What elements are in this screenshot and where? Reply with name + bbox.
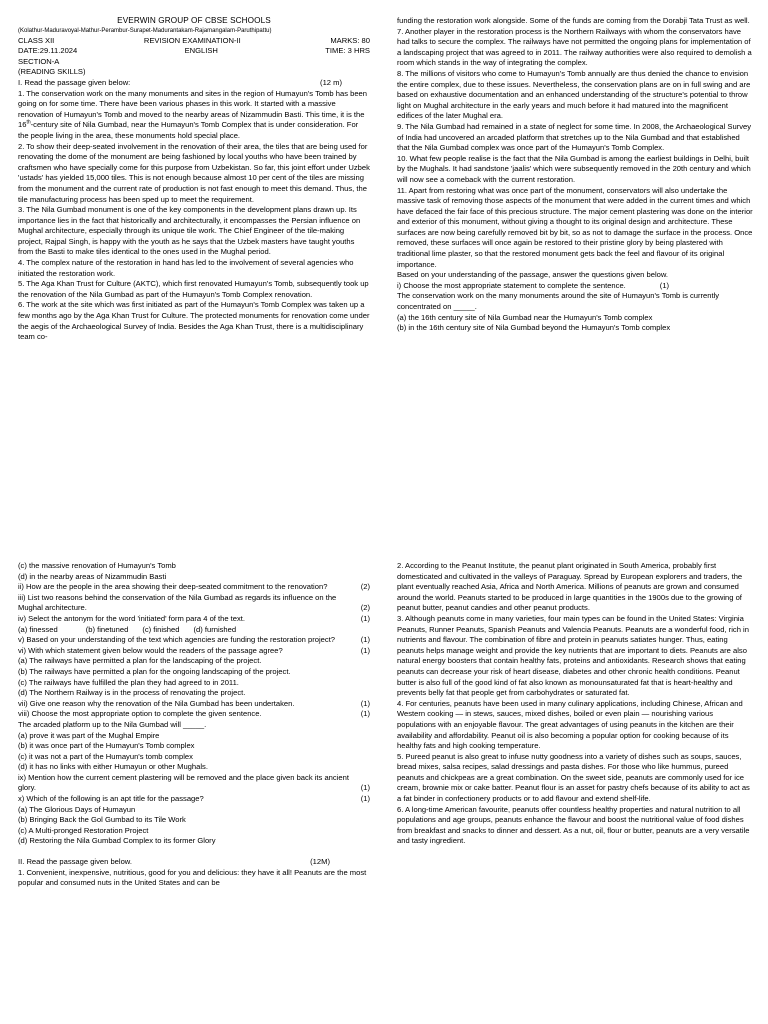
q1-instruction-row: [18, 78, 370, 89]
q1-question-vi-option-d: (d) The Northern Railway is in the process of renovating the project.: [18, 688, 246, 698]
q1-para-3: 3. The Nila Gumbad monument is one of the key components in the development plans drawn up. Its importance lies in the fact that historically and architecturally, it encompasses the Persian influence on Mughal architecture, especially through its unique tile work. The Chief Engineer of the tile-making project, Rajpal Singh, is happy with the youth as he says that the Uzbek masters have taught youths from the Basti to make tiles identical to the ones used in the Mughal period.: [18, 205, 361, 257]
school-address: (Kolathur-Maduravoyal-Mathur-Perambur-Surapet-Madurantakam-Rajamangalam-Paruthipattu): [18, 27, 272, 34]
q1-para-1-sup: th: [26, 119, 31, 126]
q1-para-7: 7. Another player in the restoration process is the Northern Railways with whom the conservators have had talks to secure the complex. The railways have not permitted the ongoing plans for implementation of a landscaping project that was agreed to in 2011. The railway authorities were also required to demolish a room which stands in the way of integrating the complex.: [397, 26, 752, 68]
q1-question-vi-marks: (1): [360, 645, 370, 655]
q1-question-v: [18, 635, 370, 646]
q1-para-4: 4. The complex nature of the restoration in hand has led to the involvement of several agencies who initiated the restoration work.: [18, 258, 354, 278]
q1-para-6-cont: funding the restoration work alongside. Some of the funds are coming from the Dorabji Tata Trust as well.: [397, 16, 750, 25]
section-label: SECTION-A: [18, 56, 60, 66]
q1-para-8: 8. The millions of visitors who come to Humayun's Tomb annually are thus denied the chance to envision the entire complex, due to these issues. Nevertheless, the conservation plans are on in full swing and are based on exhaustive documentation and an enhanced understanding of the structure's potential to throw light on Mughal architecture in the early years and much before it had matured into the magnificent edifices of the later Mughal era.: [397, 68, 751, 121]
q1-question-x-option-d: (d) Restoring the Nila Gumbad Complex to its former Glory: [18, 836, 216, 846]
q1-question-ix-text: ix) Mention how the current cement plastering will be removed and the place given back its ancient glory.: [18, 772, 349, 793]
q2-para-2: 2. According to the Peanut Institute, the peanut plant originated in South America, probably first domesticated and cultivated in the valleys of Paraguay. Spread by European explorers and traders, the plant eventually reached Asia, Africa and North America. Millions of peanuts are grown and consumed around the world. Peanuts started to be produced in large quantities in the 1900s due to the growing of peanut butter, peanut candies and other peanut products.: [397, 561, 743, 613]
q1-question-i-option-a: (a) the 16th century site of Nila Gumbad near the Humayun's Tomb complex: [397, 312, 653, 322]
q1-question-viii-option-a: (a) prove it was part of the Mughal Empire: [18, 730, 160, 740]
column-bottom-right: [397, 561, 753, 1024]
spacer: [18, 847, 370, 857]
q1-question-viii: [18, 709, 370, 720]
subject-label: ENGLISH: [184, 46, 218, 56]
q1-question-viii-option-c: (c) it was not a part of the Humayun's tomb complex: [18, 751, 193, 761]
q1-question-viii-text: viii) Choose the most appropriate option to complete the given sentence.: [18, 709, 262, 719]
q1-question-iii-marks: (2): [360, 603, 370, 613]
q1-question-vi-text: vi) With which statement given below would the readers of the passage agree?: [18, 645, 283, 655]
date-label: DATE:29.11.2024: [18, 46, 78, 56]
q2-instruction-row: [18, 857, 370, 868]
q1-question-vi-option-c: (c) The railways have fulfilled the plan they had agreed to in 2011.: [18, 677, 239, 687]
q1-question-ii-text: ii) How are the people in the area showing their deep-seated commitment to the renovation?: [18, 582, 328, 592]
q1-question-i-marks: (1): [659, 280, 670, 290]
q1-question-iii: [18, 593, 370, 614]
q1-para-6: 6. The work at the site which was first initiated as part of the Humayun's Tomb Complex was taken up a few months ago by the Aga Khan Trust for Culture. The protected monuments for renovation come under the aegis of the Archaeological Survey of India. Besides the Aga Khan Trust, there is a multidisciplinary team co-: [18, 300, 370, 342]
q1-para-9: 9. The Nila Gumbad had remained in a state of neglect for some time. In 2008, the Archaeological Survey of India had uncovered an arcaded platform that stretches up to the Nila Gumbad and that established that the Nila Gumbad complex was once part of the Humayun's Tomb Complex.: [397, 121, 752, 153]
column-top-right: [397, 16, 753, 521]
q1-question-vi: [18, 646, 370, 657]
q1-question-iv-marks: (1): [360, 613, 370, 623]
q1-question-v-text: v) Based on your understanding of the text which agencies are funding the restoration project?: [18, 635, 336, 645]
q1-question-iii-text: iii) List two reasons behind the conservation of the Nila Gumbad as regards its influence on the Mughal architecture.: [18, 592, 337, 613]
q1-question-vi-option-b: (b) The railways have permitted a plan for the ongoing landscaping of the project.: [18, 666, 291, 676]
header-row-date: [18, 46, 370, 57]
q1-question-viii-marks: (1): [360, 709, 370, 719]
q1-question-i-stem: The conservation work on the many monuments around the site of Humayun's Tomb is currently concentrated on _____.: [397, 291, 720, 312]
q1-para-5: 5. The Aga Khan Trust for Culture (AKTC), which first renovated Humayun's Tomb, subsequently took up the renovation of the Nila Gumbad as part of the Humayun's Tomb Complex renovation.: [18, 279, 369, 299]
q2-para-1: 1. Convenient, inexpensive, nutritious, good for you and delicious: they have it all! Peanuts are the most popular and consumed nuts in the United States and can be: [18, 867, 367, 888]
q1-question-vii-text: vii) Give one reason why the renovation of the Nila Gumbad has been undertaken.: [18, 698, 295, 708]
skills-label: (READING SKILLS): [18, 67, 86, 77]
q1-question-iv-option-c: (c) finished: [142, 624, 180, 634]
q1-question-viii-option-d: (d) it has no links with either Humayun or other Mughals.: [18, 762, 208, 772]
marks-label: MARKS: 80: [330, 35, 370, 45]
q1-question-i-text: i) Choose the most appropriate statement to complete the sentence.: [397, 280, 626, 290]
column-bottom-left: [18, 561, 370, 1024]
q2-para-3: 3. Although peanuts come in many varieties, four main types can be found in the United States: Virginia Peanuts, Runner Peanuts, Spanish Peanuts and Valencia Peanuts. Peanuts are a wonderful food, rich in nutrients and flavour. The combination of fibre and protein in peanuts satiates hunger. Thus, eating peanuts helps manage weight and provide the key nutrients that are important to diets. Peanuts are also natural energy boosters that contain healthy fats, proteins and antioxidants. Research shows that eating peanuts can decrease your risk of heart disease, diabetes and other chronic health conditions. Peanut butter is also full of the good kind of fat also known as monounsaturated fat that is heart-healthy and prevents belly fat that people get from carbohydrates or saturated fat.: [397, 613, 749, 698]
q1-question-v-marks: (1): [360, 635, 370, 645]
q1-question-i: [397, 281, 753, 292]
header-row-class: [18, 36, 370, 47]
q1-question-ix: [18, 773, 370, 794]
q1-answer-intro: Based on your understanding of the passage, answer the questions given below.: [397, 270, 669, 280]
q1-question-i-option-c: (c) the massive renovation of Humayun's Tomb: [18, 561, 176, 570]
q1-question-iv: [18, 614, 370, 625]
q1-question-iv-option-b: (b) finetuned: [85, 624, 129, 634]
q1-question-x-marks: (1): [360, 794, 370, 804]
q1-question-x-option-c: (c) A Multi-pronged Restoration Project: [18, 825, 149, 835]
q1-question-i-option-b: (b) in the 16th century site of Nila Gumbad beyond the Humayun's Tomb complex: [397, 323, 671, 333]
q2-para-4: 4. For centuries, peanuts have been used in many culinary applications, including Chinese, African and Western cooking — in stews, sauces, mixed dishes, boiled or even plain — nourishing various populations with an enjoyable flavour. The great advantages of using peanuts in the kitchen are their availability and affordability. Peanut oil is also becoming a popular option for cooking because of its healthy fats and high cooking temperature.: [397, 698, 743, 751]
q1-question-iv-option-a: (a) finessed: [18, 624, 58, 634]
q1-question-iv-option-d: (d) furnished: [193, 624, 237, 634]
school-name: EVERWIN GROUP OF CBSE SCHOOLS: [117, 16, 271, 25]
q1-question-vi-option-a: (a) The railways have permitted a plan for the landscaping of the project.: [18, 656, 262, 666]
class-label: CLASS XII: [18, 35, 55, 45]
q1-question-x-text: x) Which of the following is an apt title for the passage?: [18, 794, 204, 804]
q1-question-vii: [18, 699, 370, 710]
q2-instruction: II. Read the passage given below.: [18, 857, 132, 867]
q1-question-i-option-d: (d) in the nearby areas of Nizammudin Basti: [18, 571, 167, 581]
q1-para-1: [18, 89, 370, 142]
q1-question-ii-marks: (2): [360, 582, 370, 592]
q1-instruction: I. Read the passage given below:: [18, 77, 131, 87]
q1-question-iv-text: iv) Select the antonym for the word 'initiated' form para 4 of the text.: [18, 613, 246, 623]
q2-para-5: 5. Pureed peanut is also great to infuse nutty goodness into a variety of dishes such as soups, sauces, bread mixes, salsa recipes, salad dressings and pasta dishes. For those who like hummus, pureed peanuts and chickpeas are a great combination. On the sweet side, peanuts are commonly used for ice cream, brownie mix or cake batter. Peanut flour is an asset for pastry chefs because of its ability to act as a fat binder in confectionery products or to add flavour and extend shelf-life.: [397, 751, 750, 804]
q2-marks: (12M): [310, 857, 330, 867]
q1-para-11: 11. Apart from restoring what was once part of the monument, conservators will also undertake the massive task of removing those aspects of the monument that were added in the current times and which have defaced the fair face of this precious structure. The major cement plastering was done on the interior and exterior of this monument, without giving a thought to its original design and architecture. These surfaces are now being carefully removed bit by bit, so as not to damage the surface in the process. Once removed, these surfaces will once again be restored to their pristine glory by being plastered with traditional lime plaster, so that the restored monument gets back the feel and flavour of its original importance.: [397, 185, 753, 269]
q1-para-1-text-b: -century site of Nila Gumbad, near the Humayun's Tomb Complex that is under consideration. For the people living in the area, these monuments hold special place.: [18, 120, 359, 140]
q1-question-viii-stem: The arcaded platform up to the Nila Gumbad will _____.: [18, 719, 207, 729]
q1-question-viii-option-b: (b) it was once part of the Humayun's Tomb complex: [18, 741, 195, 751]
column-top-left: [18, 16, 370, 521]
q2-para-6: 6. A long-time American favourite, peanuts offer countless healthy properties and natural nutrition to all populations and age groups, peanuts enhance the flavour and boost the nutritional value of food dishes from breakfast and snacks to dinner and dessert. As a nut, oil, flour or butter, peanuts are a very versatile and tasty ingredient.: [397, 804, 750, 846]
q1-para-1-text-a: 1. The conservation work on the many monuments and sites in the region of Humayun's Tomb has been going on for some time. There have been various phases in this work. It started with a massive renovation of Humayun's Tomb and moved to the nearby areas of Nizammudin Basti. This time, it is the 16: [18, 88, 367, 130]
q1-para-10: 10. What few people realise is the fact that the Nila Gumbad is among the earliest buildings in Delhi, built by the Mughals. It had sandstone 'jaalis' which were subsequently removed in the 20th century and which will now see a comeback with the current restoration.: [397, 153, 751, 184]
q1-question-vii-marks: (1): [360, 698, 370, 708]
q1-question-ix-marks: (1): [360, 783, 370, 793]
q1-question-x-option-a: (a) The Glorious Days of Humayun: [18, 804, 136, 814]
q1-question-iv-options: [18, 625, 370, 636]
exam-title: REVISION EXAMINATION-II: [143, 35, 241, 45]
q1-para-2: 2. To show their deep-seated involvement in the renovation of their area, the tiles that are being used for renovating the dome of the monument are being fashioned by local youths who have been trained by craftsmen who have specially come for this purpose from Uzbekistan. So far, this joint effort under Uzbek 'ustads' has yielded 15,000 tiles. This is not enough because almost 10 per cent of the tiles are missing from the monument and the current rate of production is not fast enough to meet this demand. Thus, the tile manufacturing process has been sped up to meet the requirement.: [18, 141, 370, 204]
q1-question-x-option-b: (b) Bringing Back the Gol Gumbad to its Tile Work: [18, 815, 186, 825]
q1-marks: (12 m): [320, 77, 342, 87]
q1-question-x: [18, 794, 370, 805]
time-label: TIME: 3 HRS: [325, 46, 370, 56]
q1-question-ii: [18, 582, 370, 593]
